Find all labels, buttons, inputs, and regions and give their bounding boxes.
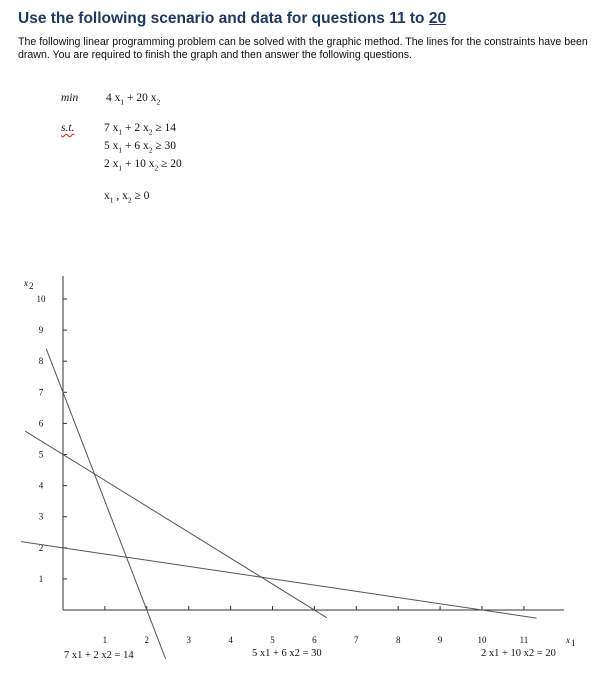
line-label-2: 5 x1 + 6 x2 = 30 xyxy=(252,648,322,659)
x-tick-label-9: 9 xyxy=(437,635,443,645)
y-tick-label-1: 1 xyxy=(38,573,44,584)
line-labels xyxy=(64,648,556,661)
x-tick-label-5: 5 xyxy=(270,635,275,645)
x-axis-label: x xyxy=(566,635,570,645)
y-tick-label-3: 3 xyxy=(38,511,44,522)
x-tick-label-6: 6 xyxy=(312,635,317,645)
constraint-lines xyxy=(21,349,536,659)
constraint-line-2 xyxy=(25,431,327,618)
question-20-link[interactable]: 20 xyxy=(428,10,447,27)
x-tick-label-8: 8 xyxy=(395,635,401,645)
x-tick-label-3: 3 xyxy=(186,635,191,645)
y-tick-label-2: 2 xyxy=(38,542,44,553)
y-tick-label-9: 9 xyxy=(38,325,44,336)
x-tick-label-4: 4 xyxy=(228,635,233,645)
constraint-line-3 xyxy=(21,542,536,619)
y-tick-label-8: 8 xyxy=(38,356,44,367)
objective-function: 4 $x_1 + 20$ $x_2$ xyxy=(106,92,161,107)
constraint-line-1 xyxy=(46,349,165,659)
y-axis-label: x xyxy=(24,278,28,288)
constraint-1: 7 $x_1 + 2$ $x_2 \ge 14$ xyxy=(104,122,177,137)
x-tick-label-7: 7 xyxy=(354,635,359,645)
line-label-1: 7 x1 + 2 x2 = 14 xyxy=(64,650,134,661)
heading-text: Use the following scenario and data for questions 11 to xyxy=(18,10,429,27)
y-tick-label-5: 5 xyxy=(38,449,44,460)
constraint-2: 5 $x_1 + 6$ $x_2 \ge 30$ xyxy=(104,140,177,155)
y-tick-label-10: 10 xyxy=(36,294,46,304)
x-axis-label-sub: 1 xyxy=(571,638,576,648)
constraint-3: 2 $x_1 + 10$ $x_2 \ge 20$ xyxy=(104,158,182,173)
nonnegativity: $x_1$ , $x_2 \ge 0$ xyxy=(104,190,150,205)
x-tick-label-1: 1 xyxy=(102,635,108,645)
min-label: min xyxy=(61,92,79,104)
x-tick-label-11: 11 xyxy=(519,635,529,645)
line-label-3: 2 x1 + 10 x2 = 20 xyxy=(481,648,556,659)
y-tick-label-7: 7 xyxy=(38,387,44,398)
y-axis-label-sub: 2 xyxy=(29,281,34,291)
y-tick-label-4: 4 xyxy=(38,480,44,491)
y-tick-label-6: 6 xyxy=(38,418,44,429)
intro-paragraph: The following linear programming problem can be solved with the graphic method. The lines for the constraints have been drawn. You are required to finish the graph and then answer the following questions. xyxy=(18,36,588,61)
x-tick-label-2: 2 xyxy=(144,635,150,645)
st-label: s.t. xyxy=(61,122,75,134)
x-tick-label-10: 10 xyxy=(477,635,487,645)
